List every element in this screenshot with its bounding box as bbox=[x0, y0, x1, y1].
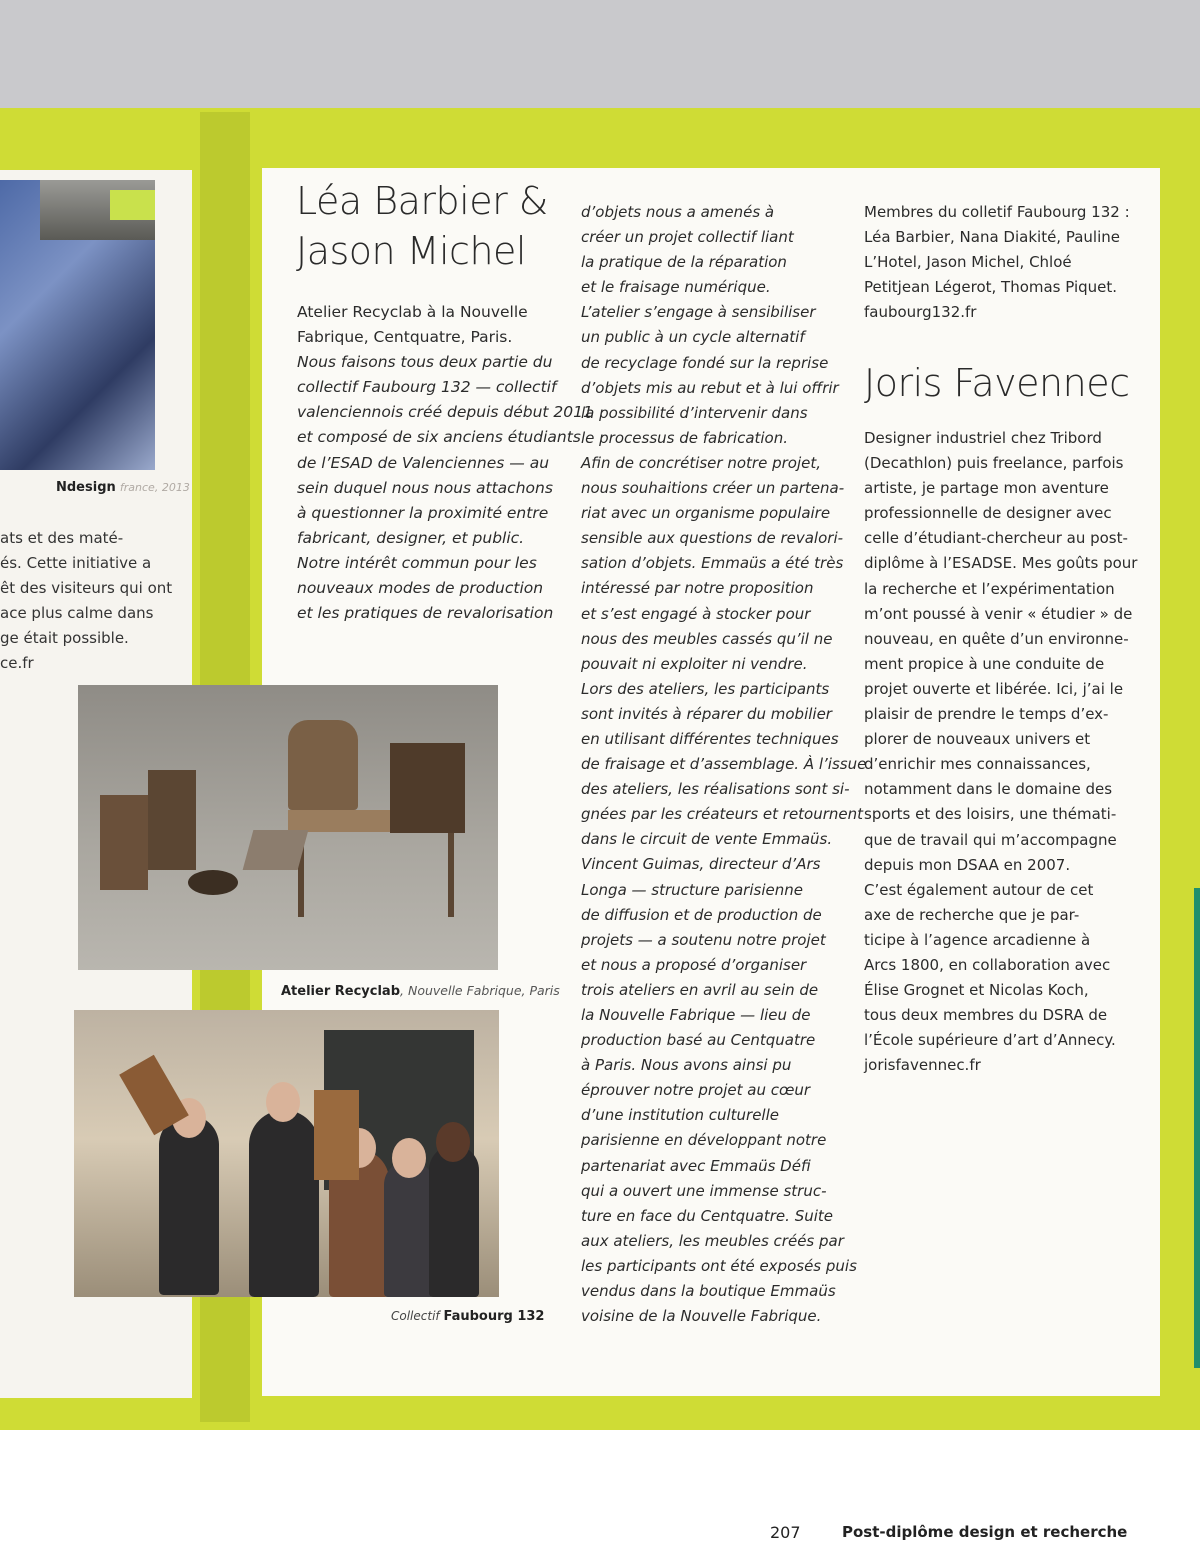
body-line: la Nouvelle Fabrique — lieu de bbox=[581, 1006, 811, 1024]
body-line: à questionner la proximité entre bbox=[297, 503, 549, 522]
body-line: gnées par les créateurs et retournent bbox=[581, 805, 864, 824]
body-line: des ateliers, les réalisations sont si- bbox=[581, 780, 850, 799]
body-line: et nous a proposé d’organiser bbox=[581, 955, 807, 974]
body-line: que de travail qui m’accompagne bbox=[864, 830, 1117, 849]
body-line: m’ont poussé à venir « étudier » de bbox=[864, 604, 1133, 623]
caption-prefix: Collectif bbox=[391, 1309, 444, 1323]
body-line: en utilisant différentes techniques bbox=[581, 729, 839, 748]
text-line: ace plus calme dans bbox=[0, 604, 154, 622]
article2-body bbox=[864, 426, 1137, 1078]
face-2 bbox=[266, 1082, 300, 1122]
article1-members bbox=[864, 200, 1130, 325]
body-line: riat avec un organisme populaire bbox=[581, 504, 831, 523]
body-line: voisine de la Nouvelle Fabrique. bbox=[581, 1307, 822, 1326]
body-line: dans le circuit de vente Emmaüs. bbox=[581, 830, 833, 849]
text-line: ats et des maté- bbox=[0, 529, 124, 547]
body-line: le processus de fabrication. bbox=[581, 428, 789, 447]
body-line: Élise Grognet et Nicolas Koch, bbox=[864, 981, 1089, 1000]
body-line: sation d’objets. Emmaüs a été très bbox=[581, 554, 844, 573]
collective-photo-caption bbox=[391, 1309, 544, 1324]
body-line: Designer industriel chez Tribord bbox=[864, 429, 1102, 447]
body-line: d’une institution culturelle bbox=[581, 1106, 779, 1125]
body-line: depuis mon DSAA en 2007. bbox=[864, 855, 1071, 874]
body-line: de l’ESAD de Valenciennes — au bbox=[297, 453, 550, 472]
body-line: Vincent Guimas, directeur d’Ars bbox=[581, 855, 821, 874]
body-line: C’est également autour de cet bbox=[864, 880, 1094, 899]
body-line: éprouver notre projet au cœur bbox=[581, 1081, 811, 1100]
body-line: intéressé par notre proposition bbox=[581, 579, 814, 598]
cover-edge bbox=[1194, 888, 1200, 1368]
body-line: d’objets nous a amenés à bbox=[581, 203, 775, 221]
left-photo-caption bbox=[56, 480, 190, 495]
body-line: Arcs 1800, en collaboration avec bbox=[864, 955, 1111, 974]
body-line: diplôme à l’ESADSE. Mes goûts pour bbox=[864, 554, 1138, 573]
body-line: collectif Faubourg 132 — collectif bbox=[297, 378, 557, 397]
body-line: un public à un cycle alternatif bbox=[581, 328, 805, 347]
body-line: production basé au Centquatre bbox=[581, 1031, 816, 1050]
body-line: professionnelle de designer avec bbox=[864, 504, 1112, 523]
body-line: (Decathlon) puis freelance, parfois bbox=[864, 454, 1124, 473]
person-1 bbox=[159, 1115, 219, 1295]
body-line: ticipe à l’agence arcadienne à bbox=[864, 930, 1091, 949]
body-line: nouveau, en quête d’un environne- bbox=[864, 629, 1129, 648]
body-line: vendus dans la boutique Emmaüs bbox=[581, 1282, 836, 1301]
left-page-text bbox=[0, 526, 190, 676]
body-line: Notre intérêt commun pour les bbox=[297, 553, 537, 572]
caption-bold: Atelier Recyclab bbox=[281, 984, 401, 999]
nightstand-left bbox=[148, 770, 196, 870]
armchair bbox=[288, 720, 358, 810]
body-line: pouvait ni exploiter ni vendre. bbox=[581, 654, 808, 673]
body-line: de recyclage fondé sur la reprise bbox=[581, 353, 829, 372]
body-line: artiste, je partage mon aventure bbox=[864, 479, 1109, 498]
article1-column-1 bbox=[297, 300, 593, 626]
table-leg-2 bbox=[448, 832, 454, 917]
body-line: ture en face du Centquatre. Suite bbox=[581, 1206, 833, 1225]
face-4 bbox=[392, 1138, 426, 1178]
page-number: 207 bbox=[770, 1523, 801, 1542]
body-line: celle d’étudiant-chercheur au post- bbox=[864, 529, 1128, 548]
members-line: Petitjean Légerot, Thomas Piquet. bbox=[864, 278, 1118, 297]
members-line: Membres du colletif Faubourg 132 : bbox=[864, 203, 1130, 221]
body-line: axe de recherche que je par- bbox=[864, 905, 1080, 924]
body-line: créer un projet collectif liant bbox=[581, 228, 794, 247]
collective-photo bbox=[74, 1010, 499, 1297]
stool-seat bbox=[243, 830, 309, 870]
body-line: ment propice à une conduite de bbox=[864, 654, 1105, 673]
body-line: sein duquel nous nous attachons bbox=[297, 478, 553, 497]
article-title-barbier-michel bbox=[296, 176, 548, 276]
body-line: plorer de nouveaux univers et bbox=[864, 730, 1091, 749]
body-line: de fraisage et d’assemblage. À l’issue bbox=[581, 755, 867, 774]
person-4 bbox=[384, 1160, 434, 1297]
body-line: Longa — structure parisienne bbox=[581, 880, 803, 899]
body-line: nous souhaitions créer un partena- bbox=[581, 479, 845, 498]
body-line: Afin de concrétiser notre projet, bbox=[581, 453, 821, 472]
body-line: la possibilité d’intervenir dans bbox=[581, 403, 808, 422]
body-line: l’École supérieure d’art d’Annecy. bbox=[864, 1031, 1116, 1050]
body-line: nouveaux modes de production bbox=[297, 579, 544, 598]
body-line: tous deux membres du DSRA de bbox=[864, 1006, 1108, 1025]
scan-background bbox=[0, 0, 1200, 112]
body-line: projet ouverte et libérée. Ici, j’ai le bbox=[864, 679, 1124, 698]
members-line: L’Hotel, Jason Michel, Chloé bbox=[864, 253, 1072, 272]
body-line: d’enrichir mes connaissances, bbox=[864, 755, 1091, 774]
intro-line: Atelier Recyclab à la Nouvelle bbox=[297, 303, 528, 321]
body-line: Nous faisons tous deux partie du bbox=[297, 353, 553, 372]
person-2 bbox=[249, 1110, 319, 1297]
body-line: la recherche et l’expérimentation bbox=[864, 579, 1115, 598]
held-chair bbox=[314, 1090, 359, 1180]
body-line: projets — a soutenu notre projet bbox=[581, 930, 826, 949]
body-line: parisienne en développant notre bbox=[581, 1131, 827, 1150]
text-line: ce.fr bbox=[0, 654, 34, 672]
body-line: plaisir de prendre le temps d’ex- bbox=[864, 705, 1109, 724]
body-line: et le fraisage numérique. bbox=[581, 278, 771, 297]
body-line: valenciennois créé depuis début 2011 bbox=[297, 403, 593, 422]
text-line: és. Cette initiative a bbox=[0, 554, 152, 572]
body-line: à Paris. Nous avons ainsi pu bbox=[581, 1056, 792, 1075]
caption-rest: , Nouvelle Fabrique, Paris bbox=[400, 983, 560, 998]
furniture-photo-caption bbox=[281, 983, 560, 999]
body-line: et les pratiques de revalorisation bbox=[297, 604, 554, 623]
body-line: fabricant, designer, et public. bbox=[297, 528, 525, 547]
nightstand-small bbox=[100, 795, 148, 890]
printmaking-photo bbox=[0, 180, 155, 470]
body-line: notamment dans le domaine des bbox=[864, 780, 1113, 799]
body-line: d’objets mis au rebut et à lui offrir bbox=[581, 378, 839, 397]
body-line: qui a ouvert une immense struc- bbox=[581, 1181, 827, 1200]
body-line: aux ateliers, les meubles créés par bbox=[581, 1231, 844, 1250]
body-line: sont invités à réparer du mobilier bbox=[581, 704, 832, 723]
caption-detail: france, 2013 bbox=[119, 481, 190, 494]
running-title: Post-diplôme design et recherche bbox=[842, 1523, 1128, 1541]
body-line: de diffusion et de production de bbox=[581, 905, 822, 924]
members-line: Léa Barbier, Nana Diakité, Pauline bbox=[864, 228, 1120, 247]
body-line: et s’est engagé à stocker pour bbox=[581, 604, 811, 623]
article1-column-2 bbox=[581, 200, 866, 1329]
body-line: trois ateliers en avril au sein de bbox=[581, 980, 819, 999]
body-line: jorisfavennec.fr bbox=[864, 1056, 981, 1075]
members-line: faubourg132.fr bbox=[864, 303, 977, 322]
body-line: et composé de six anciens étudiants bbox=[297, 428, 581, 447]
text-line: ge était possible. bbox=[0, 629, 129, 647]
article-title-favennec: Joris Favennec bbox=[864, 361, 1130, 405]
body-line: nous des meubles cassés qu’il ne bbox=[581, 629, 833, 648]
text-line: êt des visiteurs qui ont bbox=[0, 579, 173, 597]
caption-name: Ndesign bbox=[56, 480, 116, 495]
body-line: la pratique de la réparation bbox=[581, 253, 787, 272]
title-line-2: Jason Michel bbox=[296, 229, 526, 273]
caption-bold: Faubourg 132 bbox=[443, 1309, 545, 1324]
body-line: sports et des loisirs, une thémati- bbox=[864, 805, 1117, 824]
body-line: les participants ont été exposés puis bbox=[581, 1256, 857, 1275]
lime-object bbox=[110, 190, 155, 220]
face-5 bbox=[436, 1122, 470, 1162]
body-line: Lors des ateliers, les participants bbox=[581, 679, 830, 698]
chest-of-drawers bbox=[390, 743, 465, 833]
body-line: L’atelier s’engage à sensibiliser bbox=[581, 303, 816, 322]
person-5 bbox=[429, 1145, 479, 1297]
body-line: partenariat avec Emmaüs Défi bbox=[581, 1156, 811, 1175]
title-line-1: Léa Barbier & bbox=[296, 179, 548, 223]
round-seat bbox=[188, 870, 238, 895]
furniture-photo bbox=[78, 685, 498, 970]
intro-line: Fabrique, Centquatre, Paris. bbox=[297, 328, 513, 347]
body-line: sensible aux questions de revalori- bbox=[581, 529, 844, 548]
